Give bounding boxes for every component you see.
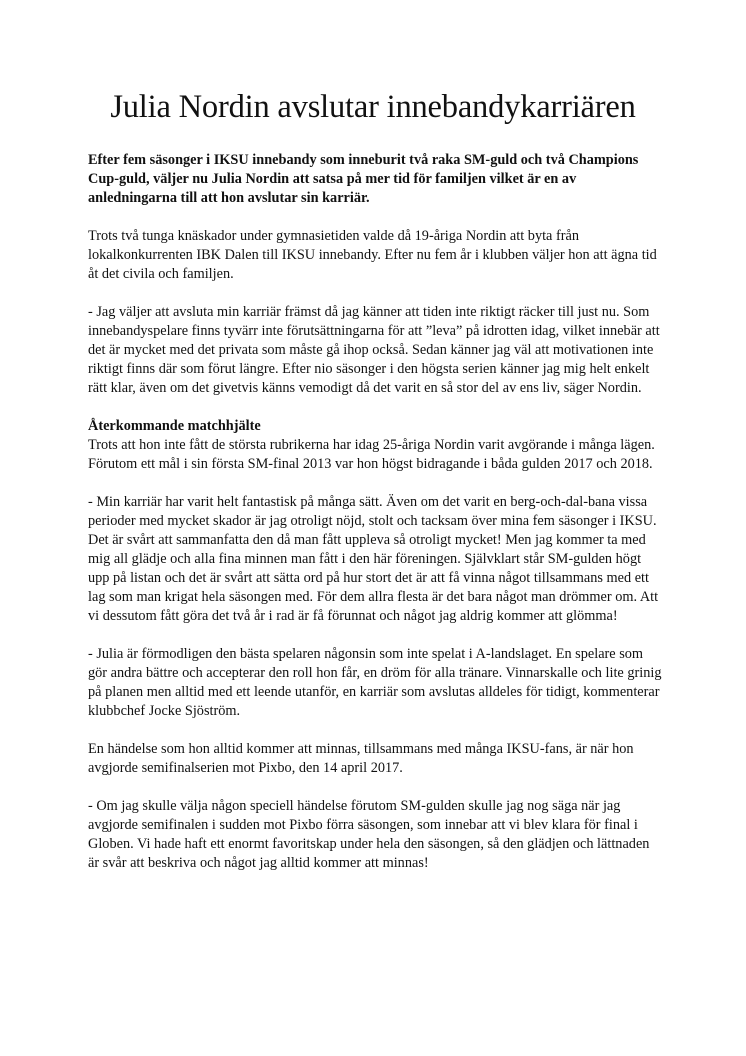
paragraph-event: En händelse som hon alltid kommer att minnas, tillsammans med många IKSU-fans, är när hon avgjorde semifinalserien mot Pixbo, den 14 april 2017. [88,741,634,776]
paragraph-quote-nordin: - Jag väljer att avsluta min karriär främst då jag känner att tiden inte riktigt räcker till just nu. Som innebandyspelare finns tyvärr inte förutsättningarna för att ”leva” på idrotten idag, vilket innebär att det är mycket med det privata som måste gå ihop också. Sedan känner jag väl att motivationen inte riktigt finns där som förut längre. Efter nio säsonger i den högsta serien känner jag mig helt enkelt rätt klar, även om det givetvis känns vemodigt då det varit en så stor del av ens liv, säger Nordin. [88,304,660,396]
paragraph-quote-career: - Min karriär har varit helt fantastisk på många sätt. Även om det varit en berg-och-dal-bana vissa perioder med mycket skador är jag otroligt nöjd, stolt och tacksam över mina fem säsonger i IKSU. Det är svårt att sammanfatta den då man fått uppleva så otroligt mycket! Men jag kommer ta med mig all glädje och alla fina minnen man fått i den här föreningen. Självklart står SM-gulden högt upp på listan och det är svårt att sätta ord på hur stort det är att få vinna något tillsammans med ett lag som man krigat hela säsongen med. För dem allra flesta är det bara något man drömmer om. Att vi dessutom fått göra det två år i rad är få förunnat och något jag aldrig kommer att glömma! [88,494,659,624]
paragraph-intro: Trots två tunga knäskador under gymnasietiden valde då 19-åriga Nordin att byta från lokalkonkurrenten IBK Dalen till IKSU innebandy. Efter nu fem år i klubben väljer hon att ägna tid åt det civila och familjen. [88,228,657,282]
paragraph-career: Trots att hon inte fått de största rubrikerna har idag 25-åriga Nordin varit avgörande i många lägen. Förutom ett mål i sin första SM-final 2013 var hon högst bidragande i båda gulden 2017 och 2018. [88,437,655,472]
article-body [88,151,664,892]
article-title: Julia Nordin avslutar innebandykarriären [110,89,636,125]
article-lead: Efter fem säsonger i IKSU innebandy som inneburit två raka SM-guld och två Champions Cup-guld, väljer nu Julia Nordin att satsa på mer tid för familjen vilket är en av anledningarna till att hon avslutar sin karriär. [88,152,639,206]
paragraph-quote-sjostrom: - Julia är förmodligen den bästa spelaren någonsin som inte spelat i A-landslaget. En spelare som gör andra bättre och accepterar den roll hon får, en dröm för alla tränare. Vinnarskalle och lite grinig på planen men alltid med ett leende utanför, en karriär som avslutas alldeles för tidigt, kommenterar klubbchef Jocke Sjöström. [88,646,662,719]
section-matchhjalte [88,417,664,474]
section-subheading: Återkommande matchhjälte [88,418,261,434]
paragraph-quote-semifinal: - Om jag skulle välja någon speciell händelse förutom SM-gulden skulle jag nog säga när jag avgjorde semifinalen i sudden mot Pixbo förra säsongen, som innebar att vi blev klara för final i Globen. Vi hade haft ett enormt favoritskap under hela den säsongen, så den glädjen och lättnaden är svår att beskriva och något jag alltid kommer att minnas! [88,798,650,871]
